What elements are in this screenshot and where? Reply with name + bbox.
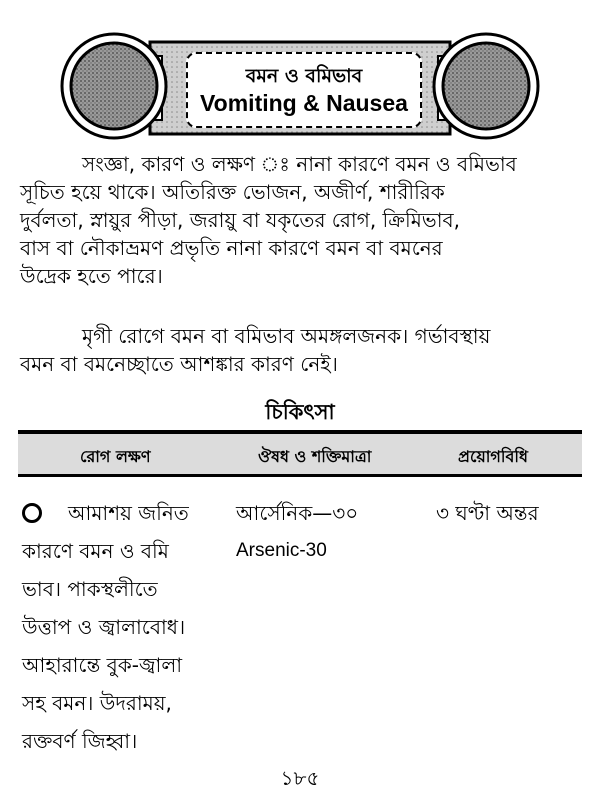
intro-line: বাস বা নৌকাভ্রমণ প্রভৃতি নানা কারণে বমন বা বমনের	[20, 236, 443, 260]
treatment-heading: চিকিৎসা	[265, 400, 335, 424]
intro-line: সূচিত হয়ে থাকে। অতিরিক্ত ভোজন, অজীর্ণ, শারীরিক	[20, 180, 445, 204]
table-header	[18, 430, 582, 477]
circle-bullet-icon	[22, 503, 42, 523]
title-box	[186, 52, 422, 128]
symptom-line: কারণে বমন ও বমি	[22, 539, 169, 563]
medicine-english: Arsenic-30	[236, 540, 327, 561]
symptom-line: আমাশয় জনিত	[68, 501, 189, 525]
medicine-column	[236, 494, 358, 570]
symptom-line: উত্তাপ ও জ্বালাবোধ।	[22, 615, 186, 639]
note-paragraph	[20, 322, 586, 378]
symptom-line: আহারান্তে বুক-জ্বালা	[22, 653, 183, 677]
intro-paragraph	[20, 150, 586, 290]
dosage-text: ৩ ঘণ্টা অন্তর	[436, 501, 539, 525]
symptom-line: রক্তবর্ণ জিহ্বা।	[22, 729, 138, 753]
intro-line: উদ্রেক হতে পারে।	[20, 264, 163, 288]
intro-line: দুর্বলতা, স্নায়ুর পীড়া, জরায়ু বা যকৃতের রোগ, ক্রিমিভাব,	[20, 208, 460, 232]
header-medicine: ঔষধ ও শক্তিমাত্রা	[258, 447, 372, 466]
header-usage: প্রয়োগবিধি	[458, 447, 528, 466]
symptom-column	[22, 494, 189, 760]
title-english: Vomiting & Nausea	[200, 90, 408, 116]
note-line: মৃগী রোগে বমন বা বমিভাব অমঙ্গলজনক। গর্ভাবস্থায়	[82, 324, 491, 348]
symptom-line: ভাব। পাকস্থলীতে	[22, 577, 158, 601]
note-line: বমন বা বমনেচ্ছাতে আশঙ্কার কারণ নেই।	[20, 352, 338, 376]
page-number: ১৮৫	[280, 766, 320, 790]
symptom-line: সহ বমন। উদরাময়,	[22, 691, 172, 715]
header-symptoms: রোগ লক্ষণ	[80, 447, 151, 466]
intro-line: সংজ্ঞা, কারণ ও লক্ষণ ঃ নানা কারণে বমন ও বমিভাব	[82, 152, 517, 176]
title-bengali: বমন ও বমিভাব	[245, 65, 363, 87]
medicine-bengali: আর্সেনিক—৩০	[236, 501, 359, 525]
